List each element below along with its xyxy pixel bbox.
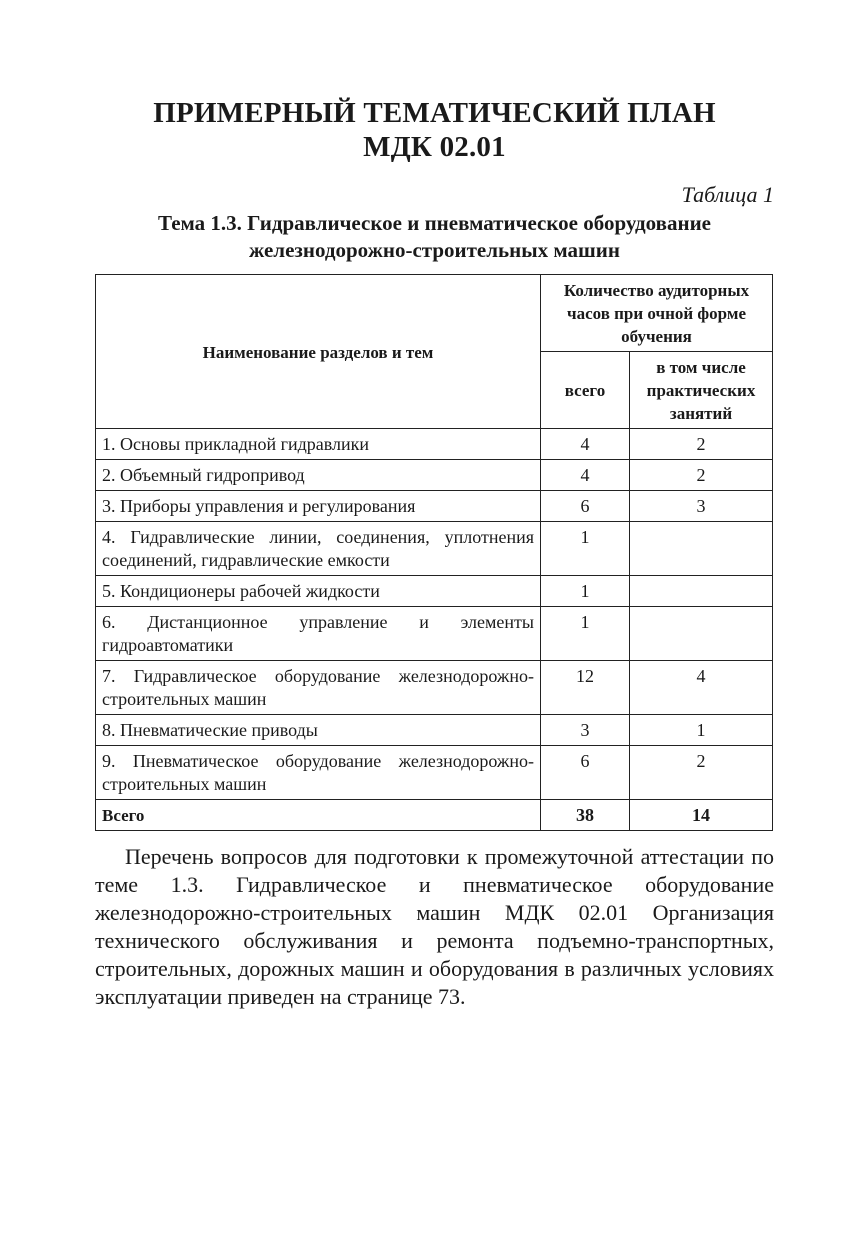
row-name-cell: 6. Дистанционное управление и элементы гидроавтоматики [96, 607, 541, 661]
table-row [96, 576, 773, 607]
body-paragraph: Перечень вопросов для подготовки к промежуточной аттестации по теме 1.3. Гидравлическое и пневматическое оборудование железнодорожно-строительных машин МДК 02.01 Организация технического обслуживания и ремонта подъемно-транспортных, строительных, дорожных машин и оборудования в различных условиях эксплуатации приведен на странице 73. [95, 844, 774, 1009]
header-name: Наименование разделов и тем [96, 275, 541, 429]
table-row [96, 607, 773, 661]
table-row [96, 460, 773, 491]
title-line-1: ПРИМЕРНЫЙ ТЕМАТИЧЕСКИЙ ПЛАН [153, 97, 716, 129]
table-total-row [96, 800, 773, 831]
table-row [96, 491, 773, 522]
table-label: Таблица 1 [681, 182, 774, 207]
table-header-row [96, 275, 773, 352]
row-total-cell: 1 [541, 522, 630, 576]
row-name-cell: 9. Пневматическое оборудование железнодорожно-строительных машин [96, 746, 541, 800]
thematic-plan-table [95, 274, 773, 831]
row-total-cell: 4 [541, 429, 630, 460]
table-row [96, 522, 773, 576]
row-total-cell: 1 [541, 576, 630, 607]
row-total-cell: 6 [541, 746, 630, 800]
document-page [95, 96, 774, 1033]
topic-line-2: железнодорожно-строительных машин [249, 238, 620, 262]
row-name-cell: 4. Гидравлические линии, соединения, уплотнения соединений, гидравлические емкости [96, 522, 541, 576]
table-row [96, 715, 773, 746]
row-total-cell: 4 [541, 460, 630, 491]
row-practice-cell: 3 [630, 491, 773, 522]
table-body [96, 429, 773, 831]
header-hours: Количество аудиторных часов при очной форме обучения [541, 275, 773, 352]
topic-title [95, 210, 774, 264]
row-practice-cell [630, 522, 773, 576]
row-name-cell: 1. Основы прикладной гидравлики [96, 429, 541, 460]
row-name-cell: 3. Приборы управления и регулирования [96, 491, 541, 522]
row-practice-cell: 1 [630, 715, 773, 746]
row-name-cell: 2. Объемный гидропривод [96, 460, 541, 491]
row-total-cell: 3 [541, 715, 630, 746]
row-practice-cell [630, 576, 773, 607]
title-line-2: МДК 02.01 [363, 131, 506, 163]
page-title [95, 96, 774, 164]
header-total: всего [541, 352, 630, 429]
row-name-cell: 5. Кондиционеры рабочей жидкости [96, 576, 541, 607]
row-practice-cell: 2 [630, 429, 773, 460]
row-total-cell: 12 [541, 661, 630, 715]
total-hours-cell: 38 [541, 800, 630, 831]
row-practice-cell: 4 [630, 661, 773, 715]
table-row [96, 429, 773, 460]
total-practice-cell: 14 [630, 800, 773, 831]
header-practice: в том числе практических занятий [630, 352, 773, 429]
row-practice-cell: 2 [630, 746, 773, 800]
table-row [96, 661, 773, 715]
row-total-cell: 6 [541, 491, 630, 522]
row-name-cell: 8. Пневматические приводы [96, 715, 541, 746]
table-row [96, 746, 773, 800]
total-name-cell: Всего [96, 800, 541, 831]
row-practice-cell [630, 607, 773, 661]
topic-line-1: Тема 1.3. Гидравлическое и пневматическое оборудование [157, 211, 711, 235]
row-total-cell: 1 [541, 607, 630, 661]
row-name-cell: 7. Гидравлическое оборудование железнодорожно-строительных машин [96, 661, 541, 715]
row-practice-cell: 2 [630, 460, 773, 491]
